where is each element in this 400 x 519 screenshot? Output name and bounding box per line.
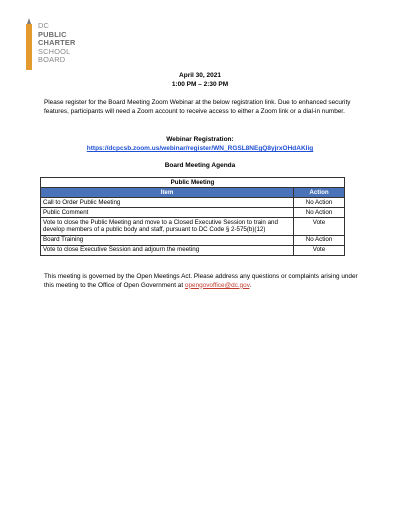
row-item: Call to Order Public Meeting [41, 197, 294, 207]
row-action: No Action [294, 197, 345, 207]
webinar-label: Webinar Registration: [166, 136, 234, 143]
logo-line-charter: CHARTER [38, 38, 76, 48]
row-action: Vote [294, 245, 345, 255]
dcpcsb-logo [26, 16, 96, 72]
table-row [41, 217, 345, 235]
meeting-date: April 30, 2021 [179, 72, 221, 79]
table-row [41, 235, 345, 245]
footer-paragraph [44, 273, 362, 290]
column-header-item: Item [41, 187, 294, 197]
column-header-action: Action [294, 187, 345, 197]
email-link[interactable]: opengovoffice@dc.gov [184, 281, 250, 289]
webinar-registration-link[interactable]: https://dcpcsb.zoom.us/webinar/register/WN_RGSL8NEgQ8yjrxOHdAKlig [86, 145, 314, 152]
table-row [41, 207, 345, 217]
row-item: Public Comment [41, 207, 294, 217]
agenda-table [40, 177, 345, 256]
logo-wordmark [38, 22, 76, 65]
row-item: Board Training [41, 235, 294, 245]
agenda-title: Board Meeting Agenda [164, 162, 236, 169]
table-title: Public Meeting [41, 178, 345, 188]
intro-paragraph: Please register for the Board Meeting Zoom Webinar at the below registration link. Due to enhanced security features, participants will need a Zoom account to receive access to either a Zoom link or a dial-in number. [44, 99, 351, 115]
pencil-icon [26, 24, 32, 70]
meeting-time: 1:00 PM – 2:30 PM [171, 81, 229, 88]
logo-line-dc: DC [38, 21, 50, 30]
footer-text: This meeting is governed by the Open Meetings Act. Please address any questions or complaints arising under this meeting to the Office of Open Government at [44, 273, 358, 289]
row-action: No Action [294, 207, 345, 217]
footer-end: . [249, 281, 252, 289]
row-item: Vote to close the Public Meeting and move to a Closed Executive Session to train and develop members of a public body and staff, pursuant to DC Code § 2-575(b)(12) [41, 217, 294, 235]
row-action: Vote [294, 217, 345, 235]
row-action: No Action [294, 235, 345, 245]
table-row [41, 245, 345, 255]
table-row [41, 197, 345, 207]
logo-line-public: PUBLIC [38, 29, 67, 39]
logo-line-board: BOARD [38, 55, 66, 65]
logo-line-school: SCHOOL [38, 46, 71, 56]
row-item: Vote to close Executive Session and adjourn the meeting [41, 245, 294, 255]
